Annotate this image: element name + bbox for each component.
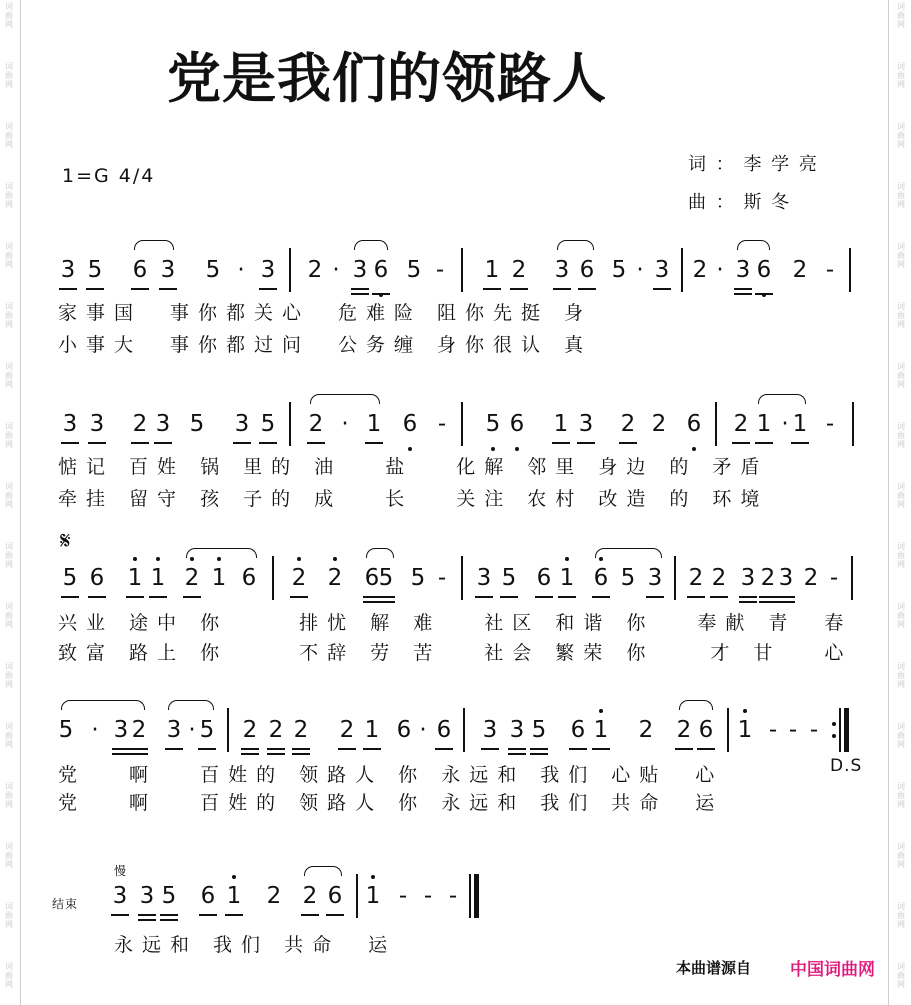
barline [727,708,729,752]
barline [461,402,463,446]
lyrics-row3-verse1: 兴业 途中 你 排忧 解 难 社区 和谐 你 奉献 青 春 [58,612,853,634]
lyrics-row1-verse2: 小事大 事你都过问 公务缠 身你很认 真 [58,334,593,356]
note: 5 [406,257,422,283]
note: 3 [59,408,81,444]
watermark-text: 词 曲 网 [5,422,13,449]
composer: 曲 ： 斯 冬 [688,192,792,213]
tie-slur [186,548,257,558]
note: 6 [324,880,346,916]
barline [463,708,465,752]
note: - [435,257,445,283]
watermark-text: 词 曲 网 [897,422,905,449]
tie-slur [304,866,342,876]
note: 1 [208,562,230,598]
note: 1 [223,880,245,916]
tie-slur [679,700,713,710]
watermark-text: 词 曲 网 [897,362,905,389]
barline [272,556,274,600]
note: 3 [163,714,185,750]
watermark-text: 词 曲 网 [5,902,13,929]
tie-slur [61,700,145,710]
watermark-text: 词 曲 网 [5,602,13,629]
tie-slur [758,394,806,404]
note: 2 [290,714,312,750]
note: 2 [129,408,151,444]
barline [289,248,291,292]
note: 5 [189,411,205,437]
lyrics-row1-verse1: 家事国 事你都关心 危难险 阻你先挺 身 [58,302,593,324]
note: - [809,717,819,743]
key-signature: 1=G 4/4 [62,165,156,187]
note: 5 [498,562,520,598]
note: 6 [399,408,421,444]
note: 6 [506,408,528,444]
tie-slur [168,700,214,710]
barline [852,402,854,446]
barline [461,248,463,292]
note: 3 [349,254,371,290]
note: 3 [644,562,666,598]
note: 3 [479,714,501,750]
tie-slur [595,548,662,558]
note: 2 [336,714,358,750]
lyrics-row2-verse1: 惦记 百姓 锅 里的 油 盐 化解 邻里 身边 的 矛盾 [58,456,769,478]
note: 2 [708,562,730,598]
note: 1 [124,562,146,598]
note: 3 [152,408,174,444]
watermark-text: 词 曲 网 [5,842,13,869]
note: 1 [481,254,503,290]
watermark-text: 词 曲 网 [5,302,13,329]
note: 3 [57,254,79,290]
barline [356,874,358,918]
note: 2 [792,257,808,283]
dal-segno-mark: D.S [830,756,863,776]
note: 2 [265,714,287,750]
watermark-text: 词 曲 网 [897,302,905,329]
note: 2 [673,714,695,750]
barline [461,556,463,600]
note: 5 [528,714,550,750]
note: - [829,565,839,591]
watermark-text: 词 曲 网 [5,482,13,509]
lyrics-row4-verse2: 党 啊 百姓的 领路人 你 永远和 我们 共命 运 [58,792,724,814]
note: 5 [611,257,627,283]
score-row-4 [0,714,911,750]
note: 6 [361,562,383,598]
watermark-text: 词 曲 网 [5,362,13,389]
tie-slur [557,240,594,250]
note: 1 [789,408,811,444]
tempo-slow-mark: 慢 [114,864,127,878]
score-row-2 [0,408,911,444]
watermark-text: 词 曲 网 [5,662,13,689]
lyricist: 词 ： 李 学 亮 [688,154,819,175]
note: 6 [396,717,412,743]
tie-slur [354,240,388,250]
tie-slur [366,548,394,558]
watermark-text: 词 曲 网 [897,902,905,929]
watermark-text: 词 曲 网 [897,602,905,629]
song-title: 党是我们的领路人 [167,47,607,110]
note: 3 [737,562,759,598]
note: 3 [231,408,253,444]
barline [469,874,471,918]
note: 6 [567,714,589,750]
barline [839,708,841,752]
note: 1 [147,562,169,598]
note: 6 [433,714,455,750]
segno-icon: 𝄋 [60,526,71,555]
note: 6 [370,254,392,290]
note: · [237,257,245,283]
note: 2 [266,883,282,909]
watermark-text: 词 曲 网 [5,122,13,149]
note: 2 [307,257,323,283]
note: 2 [638,717,654,743]
watermark-text: 词 曲 网 [897,542,905,569]
note: 2 [305,408,327,444]
note: 5 [58,717,74,743]
watermark-text: 词 曲 网 [897,2,905,29]
note: - [437,565,447,591]
note: 2 [692,257,708,283]
note: 6 [576,254,598,290]
note: - [423,883,433,909]
note: · [716,257,724,283]
barline [681,248,683,292]
note: 3 [775,562,797,598]
watermark-text: 词 曲 网 [897,482,905,509]
note: 3 [109,880,131,916]
barline [289,402,291,446]
source-label: 本曲谱源自 [676,959,752,977]
tie-slur [310,394,380,404]
note: - [448,883,458,909]
note: - [398,883,408,909]
note: 1 [362,880,384,916]
note: 2 [617,408,639,444]
note: 5 [620,565,636,591]
repeat-dot [832,722,836,726]
watermark-text: 词 曲 网 [5,782,13,809]
watermark-text: 词 曲 网 [5,182,13,209]
note: 6 [695,714,717,750]
lyrics-row3-verse2: 致富 路上 你 不辞 劳 苦 社会 繁荣 你 才 甘 心 [58,642,853,664]
note: 5 [482,408,504,444]
note: 5 [410,565,426,591]
note: · [332,257,340,283]
watermark-text: 词 曲 网 [5,722,13,749]
note: 2 [239,714,261,750]
note: 2 [803,565,819,591]
watermark-text: 词 曲 网 [5,542,13,569]
lyrics-row4-verse1: 党 啊 百姓的 领路人 你 永远和 我们 心贴 心 [58,764,724,786]
note: 5 [158,880,180,916]
note: 5 [196,714,218,750]
watermark-text: 词 曲 网 [897,182,905,209]
repeat-dot [832,734,836,738]
note: 6 [683,408,705,444]
note: - [825,411,835,437]
note: 2 [288,562,310,598]
note: 2 [508,254,530,290]
note: 5 [84,254,106,290]
note: 3 [506,714,528,750]
watermark-text: 词 曲 网 [5,962,13,989]
note: 1 [550,408,572,444]
note: 5 [375,562,397,598]
final-barline [474,874,479,918]
note: · [636,257,644,283]
note: 3 [732,254,754,290]
left-margin-line [20,0,21,1005]
final-barline [844,708,849,752]
barline [851,556,853,600]
note: · [91,717,99,743]
note: - [437,411,447,437]
note: 2 [685,562,707,598]
note: · [419,717,427,743]
note: 5 [205,257,221,283]
note: 6 [590,562,612,598]
note: 3 [110,714,132,750]
note: 6 [241,565,257,591]
note: 3 [157,254,179,290]
ending-label: 结束 [52,897,79,911]
note: 1 [753,408,775,444]
barline [849,248,851,292]
note: 5 [257,408,279,444]
note: 3 [551,254,573,290]
watermark-text: 词 曲 网 [5,62,13,89]
note: 6 [86,562,108,598]
note: 2 [181,562,203,598]
lyrics-row2-verse2: 牵挂 留守 孩 子的 成 长 关注 农村 改造 的 环境 [58,488,769,510]
watermark-text: 词 曲 网 [897,782,905,809]
note: 6 [197,880,219,916]
note: 3 [651,254,673,290]
note: · [781,411,789,437]
note: 2 [651,411,667,437]
watermark-text: 词 曲 网 [5,242,13,269]
note: 3 [473,562,495,598]
note: - [788,717,798,743]
note: 3 [136,880,158,916]
note: - [825,257,835,283]
note: 1 [363,408,385,444]
note: 2 [324,562,346,598]
note: · [341,411,349,437]
note: 6 [533,562,555,598]
note: 2 [730,408,752,444]
note: 2 [299,880,321,916]
watermark-text: 词 曲 网 [5,2,13,29]
note: 3 [86,408,108,444]
watermark-text: 词 曲 网 [897,242,905,269]
right-margin-line [888,0,889,1005]
note: · [188,717,196,743]
watermark-text: 词 曲 网 [897,842,905,869]
note: 6 [753,254,775,290]
note: 3 [575,408,597,444]
note: 2 [757,562,779,598]
tie-slur [737,240,770,250]
watermark-text: 词 曲 网 [897,722,905,749]
watermark-text: 词 曲 网 [897,962,905,989]
tie-slur [134,240,174,250]
watermark-text: 词 曲 网 [897,62,905,89]
barline [227,708,229,752]
score-row-1 [0,254,911,290]
note: 1 [556,562,578,598]
barline [674,556,676,600]
source-site-link[interactable]: 中国词曲网 [790,960,875,980]
lyrics-ending: 永远和 我们 共命 运 [114,934,397,956]
note: 3 [257,254,279,290]
score-row-5 [0,880,911,916]
note: 5 [59,562,81,598]
note: 6 [129,254,151,290]
watermark-text: 词 曲 网 [897,662,905,689]
note: - [768,717,778,743]
note: 1 [734,714,756,750]
note: 1 [361,714,383,750]
watermark-text: 词 曲 网 [897,122,905,149]
note: 2 [128,714,150,750]
score-row-3 [0,562,911,598]
note: 1 [590,714,612,750]
barline [715,402,717,446]
